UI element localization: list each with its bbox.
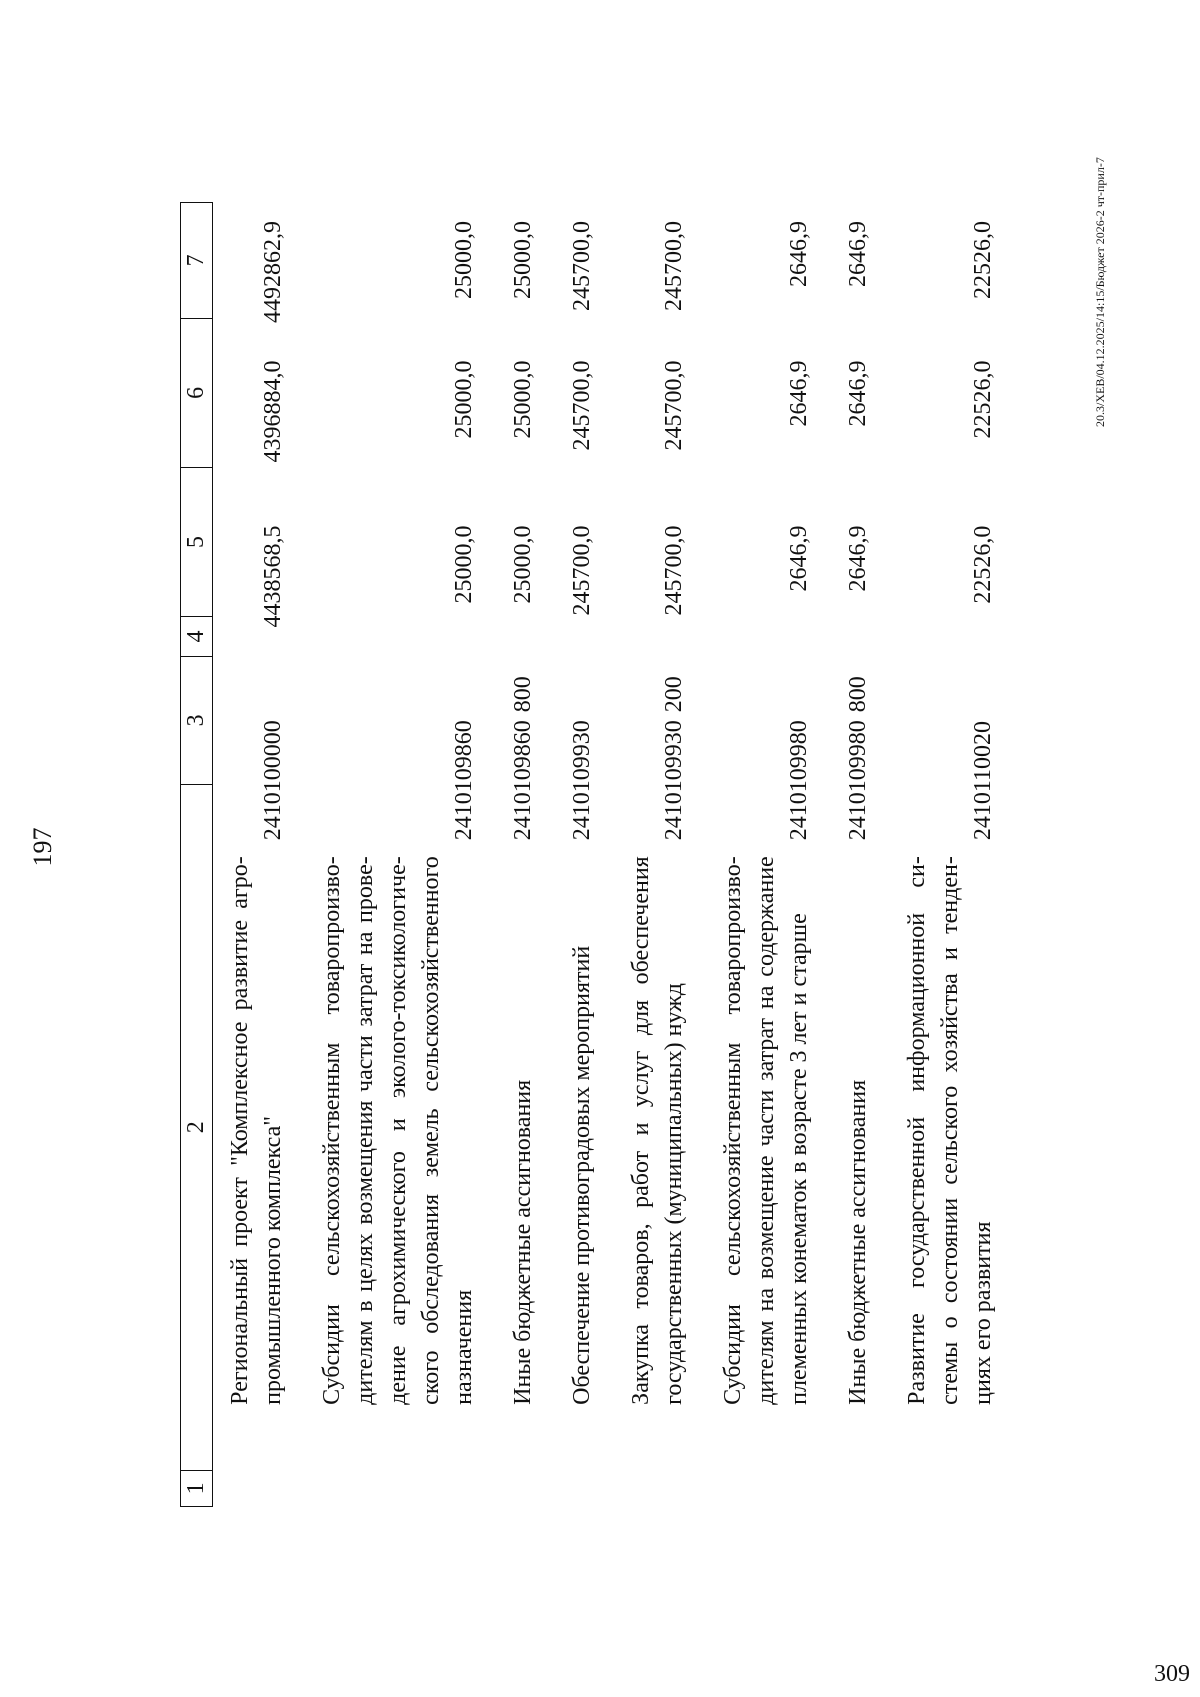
row-type: 800 [510, 676, 536, 713]
row-value-7: 22526,0 [970, 220, 996, 299]
row-value-7: 25000,0 [451, 220, 477, 299]
table-body [224, 207, 1000, 1507]
row-code: 2410100000 [260, 720, 286, 841]
row-value-6: 22526,0 [970, 360, 996, 439]
row-type: 200 [661, 676, 687, 713]
row-type: 800 [845, 676, 871, 713]
row-value-6: 245700,0 [569, 360, 595, 451]
row-value-7: 25000,0 [510, 220, 536, 299]
row-value-7: 2646,9 [786, 220, 812, 287]
row-name: Иные бюджетные ассигнования [845, 1079, 871, 1405]
header-col-2: 2 [181, 784, 212, 1470]
header-col-5: 5 [181, 467, 212, 616]
table-row [842, 207, 875, 1507]
row-name: Обеспечение противоградовых мероприятий [569, 945, 595, 1405]
row-code: 2410109860 [451, 720, 477, 841]
footer-stamp: 20.3/XEB/04.12.2025/14:15/Бюджет 2026-2 чт-прил-7 [1093, 157, 1107, 427]
row-name: Субсидии сельскохозяйственным товаропроизво-дителям на возмещение части затрат на содержание племенных конематок в возрасте 3 лет и старше [720, 856, 812, 1405]
table-row [566, 207, 599, 1507]
table-row [224, 207, 290, 1507]
page-number-top: 197 [28, 827, 57, 867]
row-name: Развитие государственной информационной си-стемы о состоянии сельского хозяйства и тенден-циях его развития [904, 856, 996, 1405]
row-name: Региональный проект "Комплексное развитие агро-промышленного комплекса" [227, 856, 286, 1405]
header-col-7: 7 [183, 254, 209, 267]
row-value-5: 2646,9 [845, 525, 871, 592]
row-value-5: 2646,9 [786, 525, 812, 592]
row-name: Субсидии сельскохозяйственным товаропроизво-дителям в целях возмещения части затрат на прове-дение агрохимического и эколого-токсикологиче-ского обследования земель сельскохозяйственного назначения [319, 856, 477, 1405]
table-row [625, 207, 691, 1507]
row-code: 2410109980 [786, 720, 812, 841]
row-value-7: 245700,0 [661, 220, 687, 311]
table-row [717, 207, 816, 1507]
row-value-5: 25000,0 [510, 525, 536, 604]
row-code: 2410109980 [845, 720, 871, 841]
table-header [180, 202, 213, 1507]
row-code: 2410109860 [510, 720, 536, 841]
header-col-3: 3 [181, 656, 212, 784]
table-row [507, 207, 540, 1507]
row-code: 2410110020 [970, 721, 996, 841]
header-col-6: 6 [181, 318, 212, 467]
row-value-5: 25000,0 [451, 525, 477, 604]
row-value-6: 2646,9 [845, 360, 871, 427]
row-value-6: 245700,0 [661, 360, 687, 451]
row-value-5: 22526,0 [970, 525, 996, 604]
row-value-7: 245700,0 [569, 220, 595, 311]
row-value-5: 4438568,5 [260, 525, 286, 628]
header-col-1: 1 [181, 1470, 212, 1506]
row-value-7: 2646,9 [845, 220, 871, 287]
page-number-bottom: 309 [1154, 1661, 1190, 1687]
row-value-6: 25000,0 [451, 360, 477, 439]
row-value-5: 245700,0 [661, 525, 687, 616]
row-code: 2410109930 [661, 720, 687, 841]
row-value-6: 4396884,0 [260, 360, 286, 463]
row-value-5: 245700,0 [569, 525, 595, 616]
header-col-4: 4 [181, 616, 212, 656]
row-value-6: 2646,9 [786, 360, 812, 427]
row-name: Закупка товаров, работ и услуг для обеспечения государственных (муниципальных) нужд [628, 856, 687, 1405]
row-value-6: 25000,0 [510, 360, 536, 439]
row-value-7: 4492862,9 [260, 220, 286, 323]
table-row [901, 207, 1000, 1507]
table-row [316, 207, 481, 1507]
row-code: 2410109930 [569, 720, 595, 841]
row-name: Иные бюджетные ассигнования [510, 1079, 536, 1405]
